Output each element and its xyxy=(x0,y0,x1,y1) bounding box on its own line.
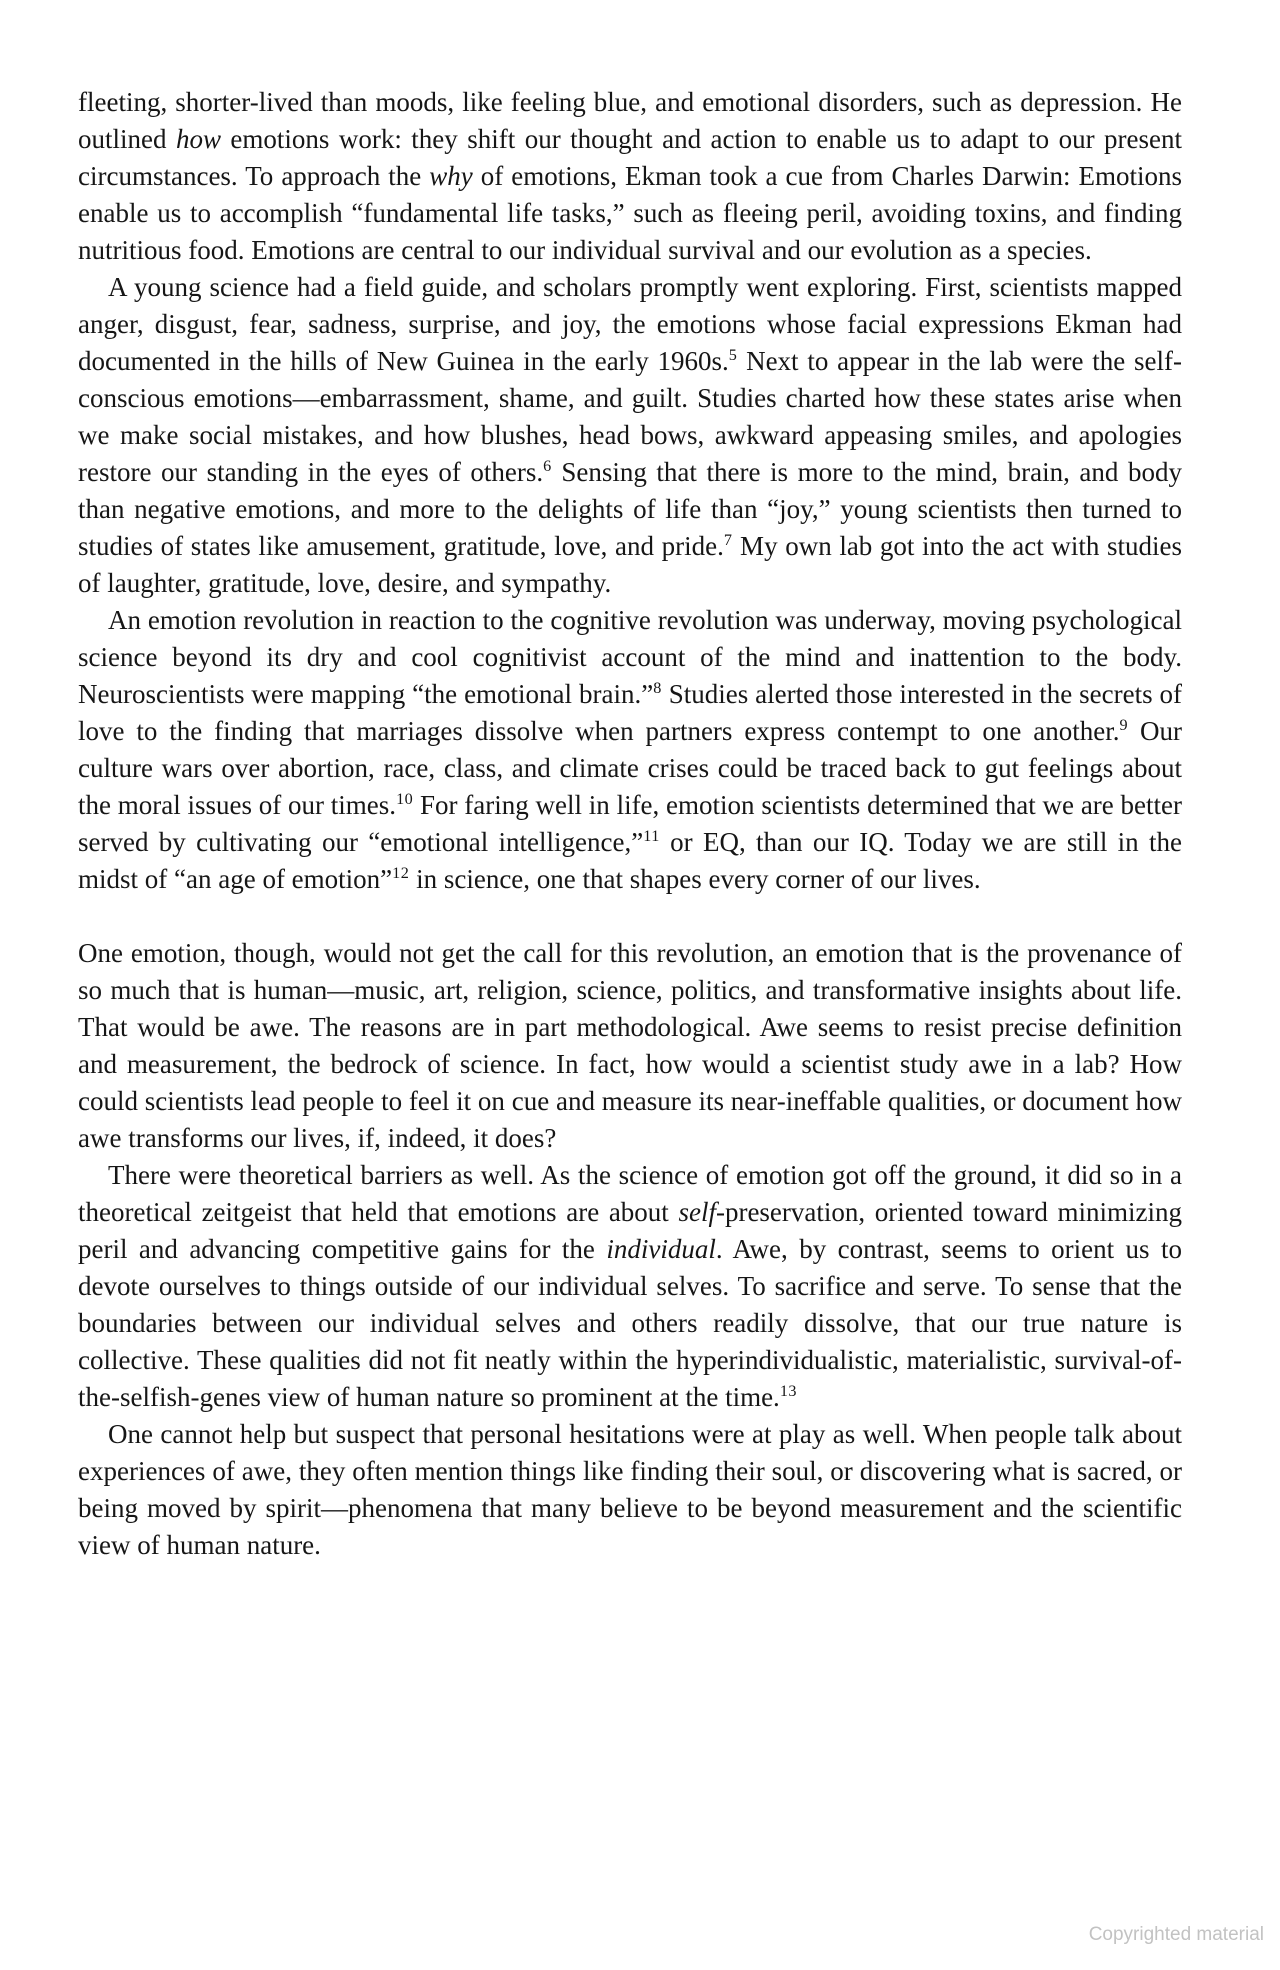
footnote-marker: 13 xyxy=(779,1382,797,1400)
copyright-watermark: Copyrighted material xyxy=(1088,1924,1264,1945)
paragraph: An emotion revolution in reaction to the cognitive revolution was underway, moving psychological science beyond its dry and cool cognitivist account of the mind and inattention to the body. Neuroscientists were mapping “the emotional brain.”$^8$ Studies alerted those interested in the secrets of love to the finding that marriages dissolve when partners express contempt to one another.$^9$ Our culture wars over abortion, race, class, and climate crises could be traced back to gut feelings about the moral issues of our times.$^{10}$ For faring well in life, emotion scientists determined that we are better served by cultivating our “emotional intelligence,”$^{11}$ or EQ, than our IQ. Today we are still in the midst of “an age of emotion”$^{12}$ in science, one that shapes every corner of our lives. xyxy=(78,605,1183,894)
italic-text: why xyxy=(429,161,473,191)
italic-text: individual xyxy=(606,1234,716,1264)
paragraph: fleeting, shorter-lived than moods, like feeling blue, and emotional disorders, such as depression. He outlined how emotions work: they shift our thought and action to enable us to adapt to our present circumstances. To approach the why of emotions, Ekman took a cue from Charles Darwin: Emotions enable us to accomplish “fundamental life tasks,” such as fleeing peril, avoiding toxins, and finding nutritious food. Emotions are central to our individual survival and our evolution as a species. xyxy=(78,87,1183,265)
footnote-marker: 11 xyxy=(643,827,660,845)
italic-text: self- xyxy=(678,1197,725,1227)
footnote-marker: 7 xyxy=(723,531,733,549)
paragraph: One emotion, though, would not get the call for this revolution, an emotion that is the provenance of so much that is human—music, art, religion, science, politics, and transformative insights about life. That would be awe. The reasons are in part methodological. Awe seems to resist precise definition and measurement, the bedrock of science. In fact, how would a scientist study awe in a lab? How could scientists lead people to feel it on cue and measure its near-ineffable qualities, or document how awe transforms our lives, if, indeed, it does? xyxy=(78,938,1182,1153)
italic-text: how xyxy=(175,124,221,154)
footnote-marker: 12 xyxy=(392,864,410,882)
footnote-marker: 10 xyxy=(396,790,414,808)
paragraph: There were theoretical barriers as well. As the science of emotion got off the ground, it did so in a theoretical zeitgeist that held that emotions are about self-preservation, oriented toward minimizing peril and advancing competitive gains for the individual. Awe, by contrast, seems to orient us to devote ourselves to things outside of our individual selves. To sacrifice and serve. To sense that the boundaries between our individual selves and others readily dissolve, that our true nature is collective. These qualities did not fit neatly within the hyperindividualistic, materialistic, survival-of-the-selfish-genes view of human nature so prominent at the time.$^{13}$ xyxy=(78,1160,1183,1412)
footnote-marker: 9 xyxy=(1119,716,1129,734)
footnote-marker: 6 xyxy=(543,457,552,475)
footnote-marker: 5 xyxy=(728,346,738,364)
footnote-marker: 8 xyxy=(653,679,662,697)
paragraph: One cannot help but suspect that personal hesitations were at play as well. When people talk about experiences of awe, they often mention things like finding their soul, or discovering what is sacred, or being moved by spirit—phenomena that many believe to be beyond measurement and the scientific view of human nature. xyxy=(78,1419,1182,1560)
body-text xyxy=(78,84,1182,1564)
paragraph: A young science had a field guide, and scholars promptly went exploring. First, scientists mapped anger, disgust, fear, sadness, surprise, and joy, the emotions whose facial expressions Ekman had documented in the hills of New Guinea in the early 1960s.$^5$ Next to appear in the lab were the self-conscious emotions—embarrassment, shame, and guilt. Studies charted how these states arise when we make social mistakes, and how blushes, head bows, awkward appeasing smiles, and apologies restore our standing in the eyes of others.$^6$ Sensing that there is more to the mind, brain, and body than negative emotions, and more to the delights of life than “joy,” young scientists then turned to studies of states like amusement, gratitude, love, and pride.$^7$ My own lab got into the act with studies of laughter, gratitude, love, desire, and sympathy. xyxy=(78,272,1183,598)
